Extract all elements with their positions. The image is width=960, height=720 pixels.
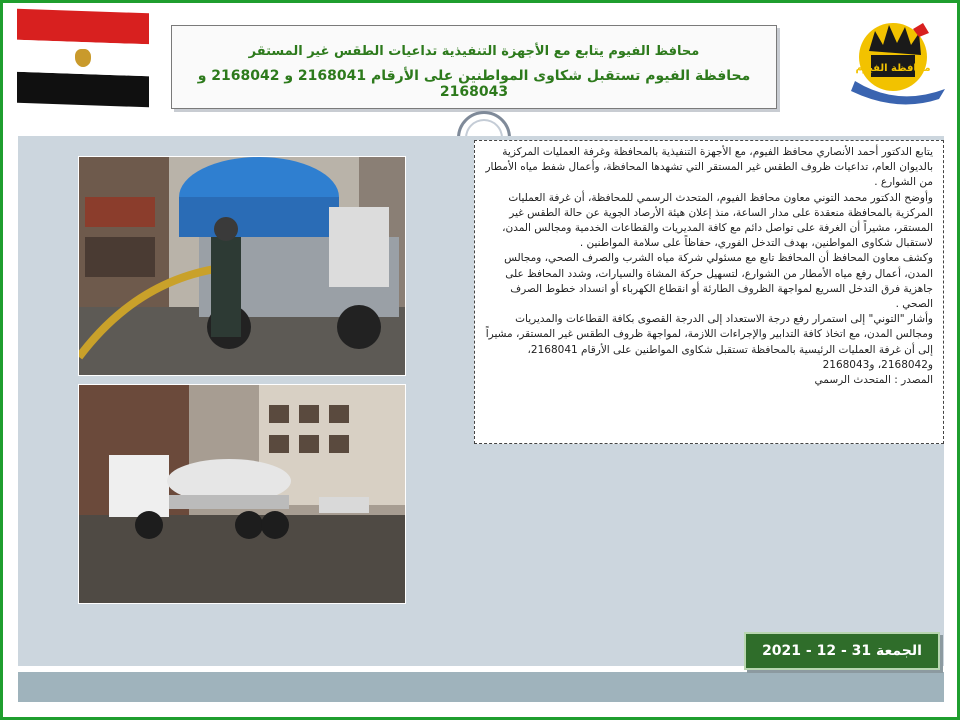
headline-subtitle: محافظة الفيوم تستقبل شكاوى المواطنين على الأرقام 2168041 و 2168042 و 2168043 <box>197 68 751 100</box>
article-paragraph: وكشف معاون المحافظ أن المحافظ تابع مع مسئولي شركة مياه الشرب والصرف الصحي، ومجالس المدن، أعمال رفع مياه الأمطار من الشوارع، لتسهيل حركة المشاة والسيارات، وشدد المحافظ على جاهزية فرق التدخل السريع لمواجهة الظروف الطارئة أو انقطاع الكهرباء أو انسداد خطوط الصرف الصحي . <box>504 252 933 311</box>
article-paragraph: وأشار "التوني" إلى استمرار رفع درجة الاستعداد إلى الدرجة القصوى بكافة القطاعات والمديريات ومجالس المدن، مع اتخاذ كافة التدابير والإجراءات اللازمة، لمواجهة ظروف الطقس غير المستقر، مشيراً إلى أن غرفة العمليات الرئيسية بالمحافظة تستقبل شكاوى المواطنين على الأرقام 2168041، و2168042، و2168043 <box>485 313 933 371</box>
egypt-flag-icon <box>17 9 149 108</box>
article-paragraph: وأوضح الدكتور محمد التوني معاون محافظ الفيوم، المتحدث الرسمي للمحافظة، أن غرفة العمليات المركزية بالمحافظة منعقدة على مدار الساعة، منذ إعلان هيئة الأرصاد الجوية عن حالة الطقس غير المستقر، مشيراً أن الغرفة على تواصل دائم مع كافة المديريات والقطاعات الخدمية ومجالس المدن، لاستقبال شكاوى المواطنين، بهدف التدخل الفوري، حفاظاً على سلامة المواطنين . <box>502 191 933 250</box>
footer-band <box>18 672 944 702</box>
headline-box <box>171 25 777 109</box>
date-badge <box>744 632 940 670</box>
article-source: المصدر : المتحدث الرسمي <box>814 374 933 387</box>
article-paragraph: يتابع الدكتور أحمد الأنصاري محافظ الفيوم، مع الأجهزة التنفيذية بالمحافظة وغرفة العمليات المركزية بالديوان العام، تداعيات ظروف الطقس غير المستقر التي تشهدها المحافظة، وأعمال شفط مياه الأمطار من الشوارع . <box>485 146 933 189</box>
photo-water-truck-street <box>78 384 406 604</box>
date-text: الجمعة 31 - 12 - 2021 <box>762 643 922 659</box>
svg-text:محافظة الفيوم: محافظة الفيوم <box>855 63 931 74</box>
photo-sewage-truck-pumping <box>78 156 406 376</box>
headline-title: محافظ الفيوم يتابع مع الأجهزة التنفيذية تداعيات الطقس غير المستقر <box>248 44 700 59</box>
fayoum-governorate-logo-icon <box>845 11 949 107</box>
article-text-box <box>474 140 944 444</box>
